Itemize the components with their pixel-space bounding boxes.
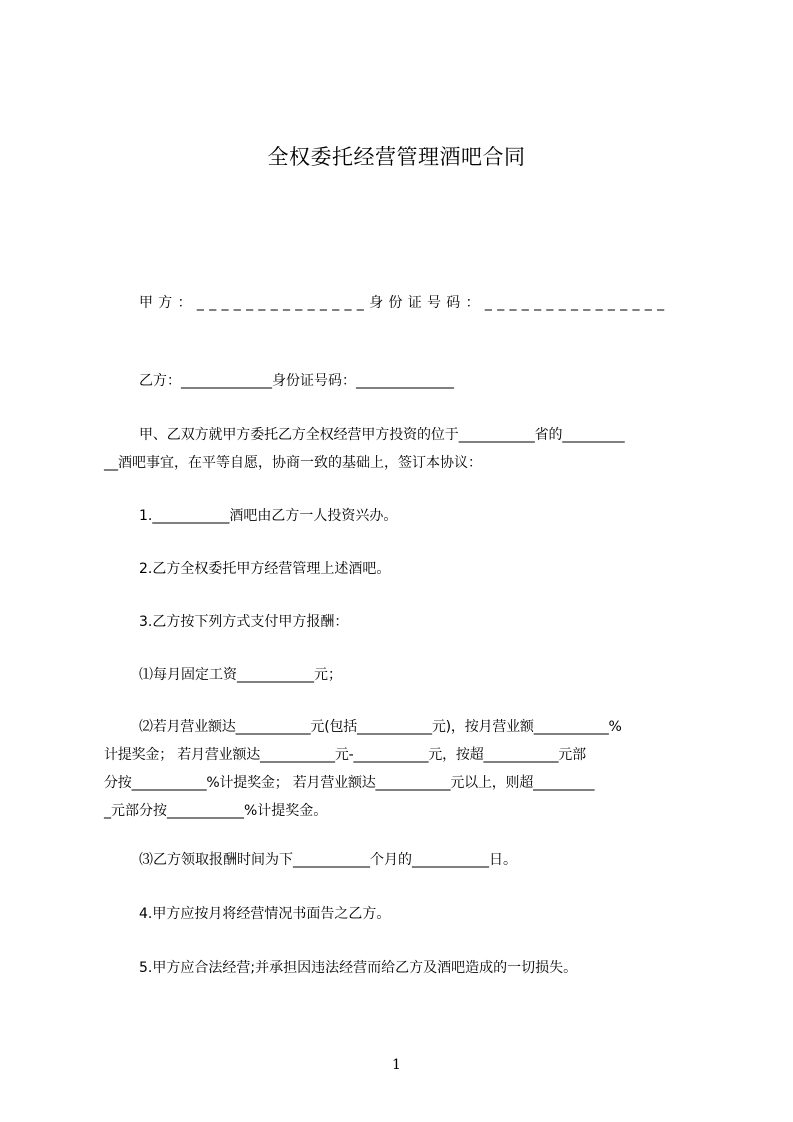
clause-5: 5.甲方应合法经营;并承担因违法经营而给乙方及酒吧造成的一切损失。: [139, 960, 578, 976]
clause-3-2-line-3: 分按___________%计提奖金； 若月营业额达___________元以上，则超_________: [104, 775, 595, 791]
intro-line-1: 甲、乙双方就甲方委托乙方全权经营甲方投资的位于___________省的_________: [139, 427, 625, 443]
clause-3: 3.乙方按下列方式支付甲方报酬：: [139, 614, 349, 630]
clause-4: 4.甲方应按月将经营情况书面告之乙方。: [139, 906, 391, 922]
clause-2: 2.乙方全权委托甲方经营管理上述酒吧。: [139, 561, 391, 577]
clause-3-2-line-2: 计提奖金； 若月营业额达___________元-___________元，按超___________元部: [104, 747, 586, 763]
clause-1: 1.___________酒吧由乙方一人投资兴办。: [139, 508, 398, 524]
contract-title: 全权委托经营管理酒吧合同: [267, 145, 526, 169]
clause-3-2-line-4: _元部分按___________%计提奖金。: [104, 803, 328, 819]
clause-3-2-line-1: ⑵若月营业额达___________元(包括___________元)，按月营业额___________%: [139, 719, 622, 735]
party-b-line: 乙方：_____________身份证号码：______________: [139, 373, 454, 389]
clause-3-1: ⑴每月固定工资___________元；: [139, 667, 342, 683]
clause-3-3: ⑶乙方领取报酬时间为下___________个月的___________日。: [139, 852, 517, 868]
page-number: 1: [392, 1057, 401, 1073]
party-a-line: 甲方：______________身份证号码：_______________: [139, 295, 670, 311]
intro-line-2: __酒吧事宜，在平等自愿，协商一致的基础上，签订本协议：: [104, 455, 482, 471]
